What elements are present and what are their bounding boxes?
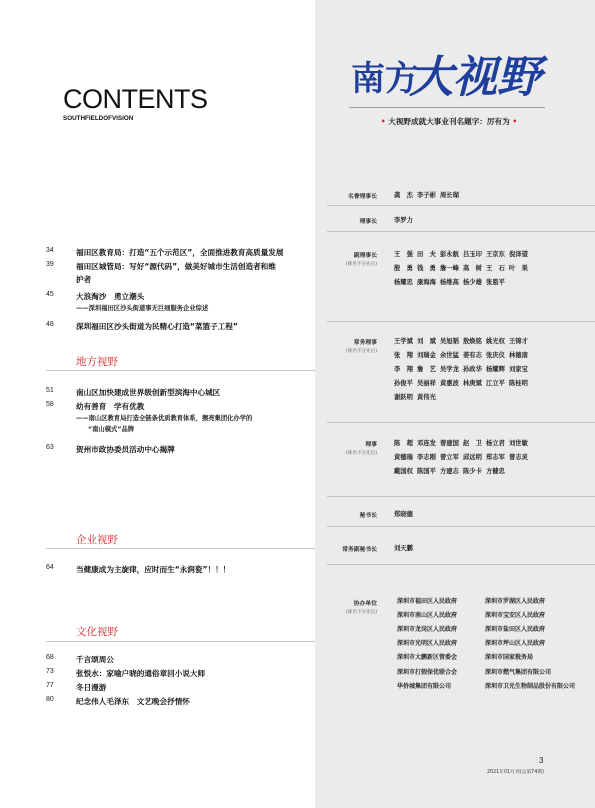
name-row: [394, 274, 594, 288]
person-name: 方健忠: [486, 467, 505, 475]
contents-subtitle: SOUTHFIELDOFVISION: [63, 115, 134, 122]
board-divider: [327, 321, 595, 322]
person-name: 邱远明: [463, 453, 482, 461]
toc-item-subtitle: ——南山区教育局打造全链条优质教育体系，擦亮集团化办学的: [76, 415, 253, 422]
person-name: 黄惠波: [440, 379, 459, 387]
person-name: 敖焕铭: [463, 337, 482, 345]
person-name: 孙俊平: [394, 379, 413, 387]
name-row: [394, 260, 594, 274]
name-list: [394, 506, 594, 520]
org-name: 深圳市燃气集团有限公司: [485, 668, 552, 676]
person-name: 陈 超: [394, 439, 413, 447]
section-heading-local: 地方视野: [76, 356, 118, 368]
name-row: [394, 435, 594, 449]
issue-label: 2021年01月刊(总第74期): [487, 770, 544, 775]
person-name: 吕玉印: [463, 250, 482, 258]
person-name: 李子彬: [417, 191, 436, 199]
person-name: 林庚斌: [463, 379, 482, 387]
role-title: 常务理事: [353, 340, 377, 346]
person-name: 张恩平: [486, 278, 505, 286]
person-name: 姚光权: [486, 337, 505, 345]
role-label: 常务副秘书长: [342, 547, 377, 553]
toc-page-number: 58: [46, 401, 54, 408]
person-name: 戴国权: [394, 467, 413, 475]
role-label: 理事长: [359, 219, 377, 225]
person-name: 黄德瑞: [394, 453, 413, 461]
logo-mark: 南方: [351, 59, 419, 99]
role-label: 名誉理事长: [348, 194, 377, 200]
person-name: 陈国平: [417, 467, 436, 475]
toc-item[interactable]: [46, 320, 311, 334]
toc-item-title: 深圳福田区沙头街道为民精心打造“菜篮子工程”: [76, 322, 238, 331]
person-name: 张庆仪: [486, 351, 505, 359]
toc-item-title: 福田区教育局：打造“五个示范区”，全面推进教育高质量发展: [76, 248, 284, 257]
logo-divider: [349, 107, 545, 108]
contents-title: CONTENTS: [63, 84, 208, 114]
org-name: 深圳市南山区人民政府: [397, 611, 458, 619]
person-name: 杨维高: [440, 278, 459, 286]
org-name: 深圳市盐田区人民政府: [485, 625, 546, 633]
person-name: 王 强: [394, 250, 413, 258]
section-divider: [46, 641, 315, 642]
toc-page-number: 51: [46, 387, 54, 394]
board-divider: [327, 526, 595, 527]
person-name: 黄伟光: [417, 393, 436, 401]
toc-item[interactable]: [46, 246, 311, 260]
person-name: 王京东: [486, 250, 505, 258]
toc-group-enterprise: [46, 563, 311, 577]
person-name: 彭永航: [440, 250, 459, 258]
name-row: [394, 540, 594, 554]
section-divider: [46, 548, 315, 549]
person-name: 杨立君: [486, 439, 505, 447]
person-name: 刘世敏: [509, 439, 528, 447]
person-name: 杨少雄: [463, 278, 482, 286]
person-name: 曾志灵: [509, 453, 528, 461]
toc-item-title: 当健康成为主旋律，应时而生“永润瓷”！！！: [76, 565, 231, 574]
board-divider: [327, 496, 595, 497]
person-name: 叶 果: [509, 264, 528, 272]
person-name: 刘家宝: [509, 365, 528, 373]
org-name: 深圳市宝安区人民政府: [485, 611, 546, 619]
person-name: 江立平: [486, 379, 505, 387]
org-row: [397, 678, 595, 692]
person-name: 龚 杰: [394, 191, 413, 199]
toc-item[interactable]: [46, 443, 311, 457]
person-name: 郑志军: [486, 453, 505, 461]
person-name: 詹 艺: [417, 365, 436, 373]
person-name: 刘瑞金: [417, 351, 436, 359]
person-name: 方建志: [440, 467, 459, 475]
org-row: [397, 593, 595, 607]
name-list: [394, 435, 594, 477]
toc-item[interactable]: [46, 653, 311, 667]
toc-page-number: 68: [46, 654, 54, 661]
person-name: 陈桂明: [509, 379, 528, 387]
person-name: 詹一峰: [440, 264, 459, 272]
toc-group-culture: [46, 653, 311, 709]
person-name: 吴丽祥: [417, 379, 436, 387]
person-name: 余世猛: [440, 351, 459, 359]
toc-item-title: 福田区城管局：写好“源代码”，做美好城市生活创造者和维: [76, 262, 276, 271]
person-name: 林德南: [509, 351, 528, 359]
board-divider: [327, 205, 595, 206]
org-row: [397, 664, 595, 678]
person-name: 曾立军: [440, 453, 459, 461]
toc-item-title: 大浪淘沙 勇立潮头: [76, 292, 145, 301]
section-heading-culture: 文化视野: [76, 626, 118, 638]
role-note: (排名不分先后): [345, 610, 377, 615]
person-name: 刘 斌: [417, 337, 436, 345]
role-title: 理事: [365, 442, 377, 448]
person-name: 周长瑚: [440, 191, 459, 199]
toc-item[interactable]: [46, 260, 311, 290]
name-row: [394, 347, 594, 361]
toc-group-featured: [46, 246, 311, 334]
org-row: [397, 607, 595, 621]
name-row: [394, 463, 594, 477]
person-name: 李志刚: [417, 453, 436, 461]
name-row: [394, 506, 594, 520]
org-row: [397, 650, 595, 664]
org-name: 深圳市坪山区人民政府: [485, 640, 546, 648]
name-list: [394, 540, 594, 554]
role-label: [315, 598, 377, 615]
toc-item-title: 千言颂周公: [76, 655, 114, 664]
person-name: 殷 勇: [394, 264, 413, 272]
slogan-dot-right: •: [512, 117, 518, 126]
name-list: [394, 212, 594, 226]
toc-item[interactable]: [46, 695, 311, 709]
toc-page-number: 39: [46, 261, 54, 268]
org-row: [397, 636, 595, 650]
toc-item[interactable]: [46, 290, 311, 320]
section-heading-enterprise: 企业视野: [76, 534, 118, 546]
person-name: 杨耀辉: [486, 365, 505, 373]
toc-page-number: 77: [46, 682, 54, 689]
masthead-slogan: [338, 116, 560, 127]
org-name: 深圳市卫光生物制品股份有限公司: [485, 682, 576, 690]
toc-item[interactable]: [46, 681, 311, 695]
toc-item-subtitle: ——深圳福田区沙头街道事无巨细服务企业综述: [76, 305, 209, 312]
org-name: 深圳市罗湖区人民政府: [485, 597, 546, 605]
person-name: 孙政华: [463, 365, 482, 373]
toc-page-number: 80: [46, 696, 54, 703]
page-number: 3: [539, 756, 544, 765]
toc-group-local: [46, 386, 311, 457]
toc-page-number: 63: [46, 444, 54, 451]
person-name: 刘天鹏: [394, 544, 413, 552]
toc-page-number: 48: [46, 321, 54, 328]
person-name: 郑晓德: [394, 510, 413, 518]
person-name: 谢跃明: [394, 393, 413, 401]
org-name: 深圳市大鹏新区管委会: [397, 654, 458, 662]
toc-item-title: 南山区加快建成世界级创新型滨海中心城区: [76, 388, 221, 397]
toc-item-title-cont: 护者: [76, 275, 92, 284]
person-name: 李 翔: [394, 365, 413, 373]
org-list: [397, 593, 595, 692]
name-row: [394, 375, 594, 389]
toc-page-number: 45: [46, 291, 54, 298]
role-label: [315, 337, 377, 354]
person-name: 陈少卡: [463, 467, 482, 475]
person-name: 杨耀忠: [394, 278, 413, 286]
section-divider: [46, 370, 315, 371]
slogan-dot-left: •: [380, 117, 386, 126]
org-name: 深圳市打假保优联合会: [397, 668, 458, 676]
org-name: 华侨城集团有限公司: [397, 682, 452, 690]
role-note: (排名不分先后): [345, 349, 377, 354]
person-name: 曾建国: [440, 439, 459, 447]
role-note: (排名不分先后): [345, 262, 377, 267]
toc-page-number: 73: [46, 668, 54, 675]
person-name: 张 翔: [394, 351, 413, 359]
toc-item[interactable]: [46, 386, 311, 400]
org-name: 深圳市龙岗区人民政府: [397, 625, 458, 633]
toc-item-title: 贺州市政协委员活动中心揭牌: [76, 445, 175, 454]
name-row: [394, 361, 594, 375]
toc-page-number: 64: [46, 564, 54, 571]
name-row: [394, 246, 594, 260]
person-name: 邓连发: [417, 439, 436, 447]
name-row: [394, 333, 594, 347]
name-row: [394, 212, 594, 226]
logo-wordmark: 大视野: [409, 52, 541, 102]
toc-item[interactable]: [46, 563, 311, 577]
person-name: 倪泽望: [509, 250, 528, 258]
toc-item-subtitle-cont: “南山模式”品牌: [88, 426, 135, 433]
person-name: 康海海: [417, 278, 436, 286]
person-name: 王学斌: [394, 337, 413, 345]
name-row: [394, 449, 594, 463]
board-divider: [327, 564, 595, 565]
role-note: (排名不分先后): [345, 451, 377, 456]
org-row: [397, 621, 595, 635]
magazine-logo: [349, 44, 549, 102]
person-name: 赵 卫: [463, 439, 482, 447]
toc-item-title: 幼有善育 学有优教: [76, 402, 145, 411]
name-list: [394, 246, 594, 288]
person-name: 钱 勇: [417, 264, 436, 272]
person-name: 吴学龙: [440, 365, 459, 373]
person-name: 田 夫: [417, 250, 436, 258]
toc-item[interactable]: [46, 400, 311, 443]
name-list: [394, 333, 594, 403]
person-name: 高 树: [463, 264, 482, 272]
role-title: 协办单位: [353, 601, 377, 607]
role-title: 副理事长: [353, 253, 377, 259]
board-divider: [327, 231, 595, 232]
org-name: 深圳市福田区人民政府: [397, 597, 458, 605]
board-divider: [327, 422, 595, 423]
person-name: 李罗力: [394, 216, 413, 224]
toc-item-title: 纪念伟人毛泽东 文艺晚会抒情怀: [76, 697, 190, 706]
toc-item-title: 冬日漫游: [76, 683, 107, 692]
role-label: 秘书长: [359, 513, 377, 519]
person-name: 王 石: [486, 264, 505, 272]
name-row: [394, 389, 594, 403]
role-label: [315, 439, 377, 456]
org-name: 深圳市国家税务局: [485, 654, 534, 662]
person-name: 姜有志: [463, 351, 482, 359]
name-row: [394, 187, 594, 201]
person-name: 吴旭韬: [440, 337, 459, 345]
role-label: [315, 250, 377, 267]
toc-item[interactable]: [46, 667, 311, 681]
name-list: [394, 187, 594, 201]
toc-page-number: 34: [46, 247, 54, 254]
person-name: 王锦才: [509, 337, 528, 345]
slogan-text: 大视野成就大事业刊名题字：厉有为: [388, 117, 510, 126]
org-name: 深圳市光明区人民政府: [397, 640, 458, 648]
toc-item-title: 张恨水：家喻户晓的通俗章回小说大师: [76, 669, 206, 678]
